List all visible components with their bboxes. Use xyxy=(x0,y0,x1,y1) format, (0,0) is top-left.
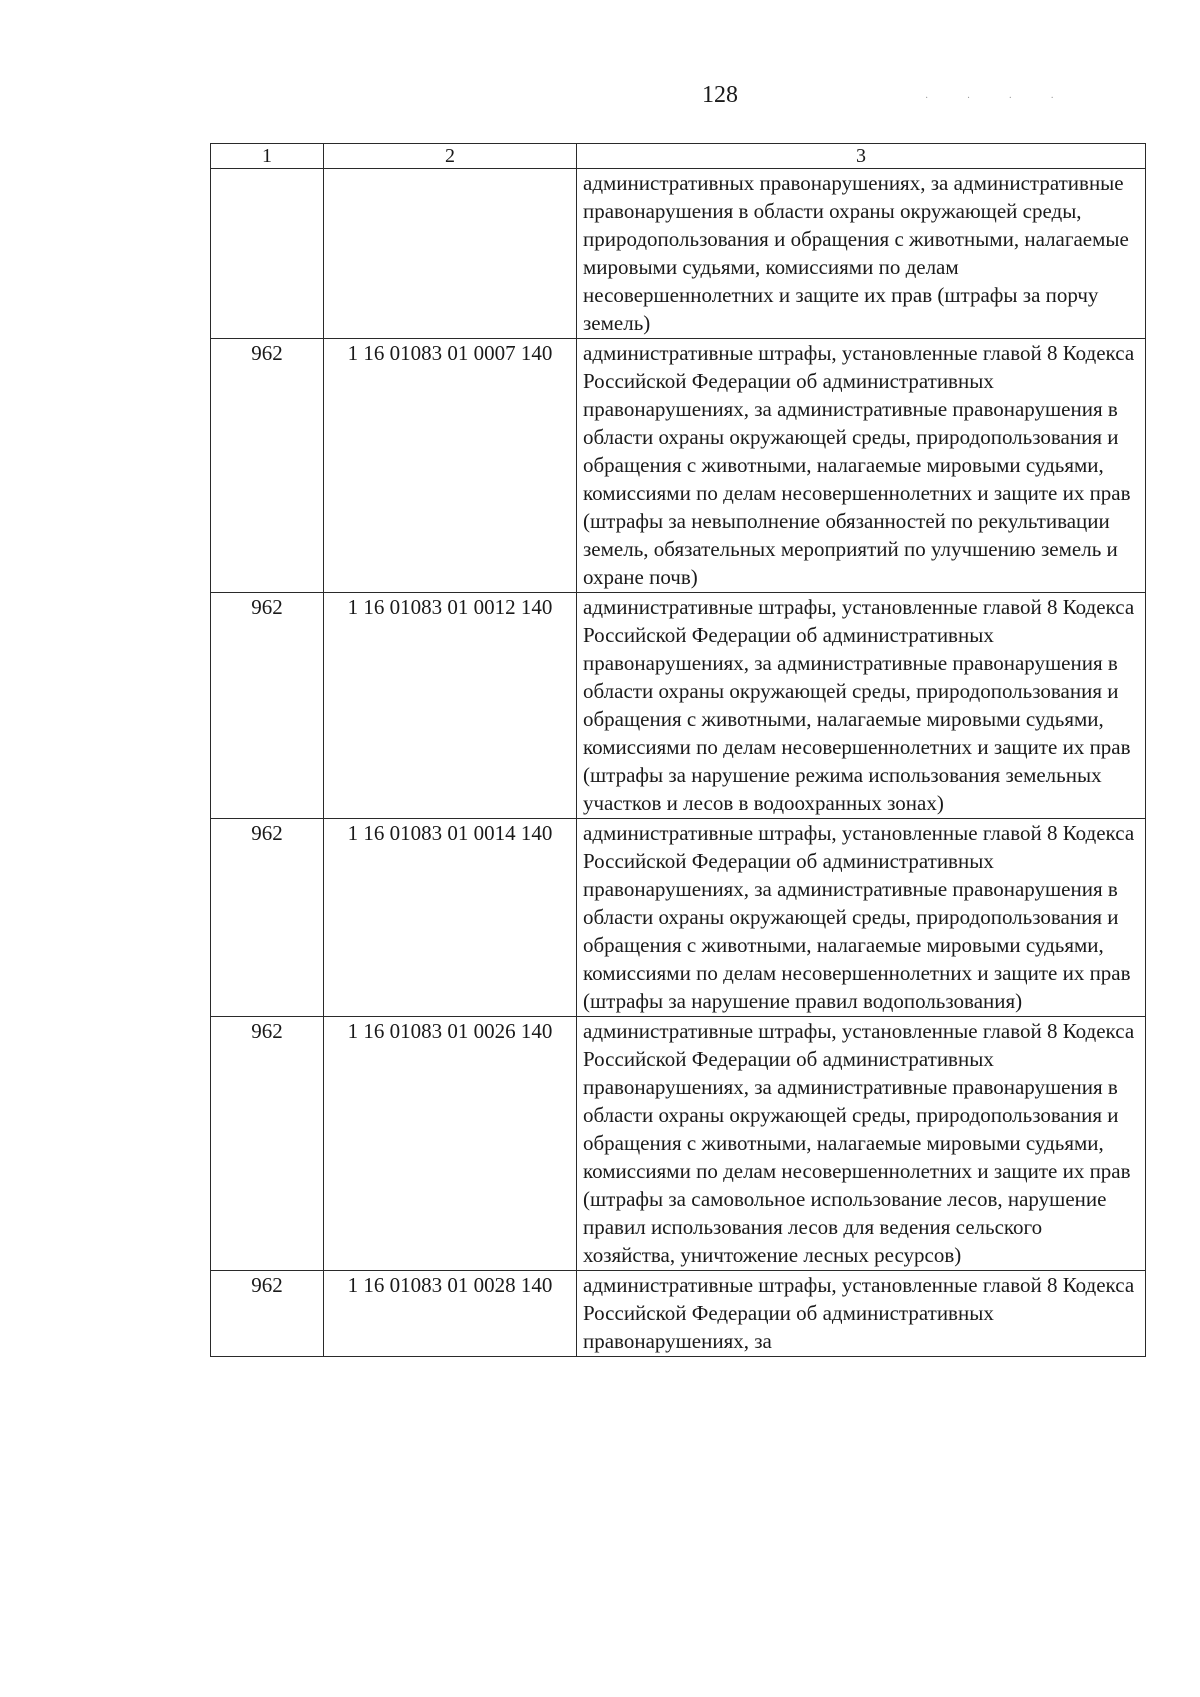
budget-code-cell: 1 16 01083 01 0028 140 xyxy=(324,1271,577,1357)
column-header-3: 3 xyxy=(577,144,1146,169)
description-cell: административных правонарушениях, за административные правонарушения в области охраны окружающей среды, природопользования и обращения с животными, налагаемые мировыми судьями, комиссиями по делам несовершеннолетних и защите их прав (штрафы за порчу земель) xyxy=(577,169,1146,339)
table-row xyxy=(211,169,1146,339)
description-cell: административные штрафы, установленные главой 8 Кодекса Российской Федерации об административных правонарушениях, за административные правонарушения в области охраны окружающей среды, природопользования и обращения с животными, налагаемые мировыми судьями, комиссиями по делам несовершеннолетних и защите их прав (штрафы за невыполнение обязанностей по рекультивации земель, обязательных мероприятий по улучшению земель и охране почв) xyxy=(577,339,1146,593)
admin-code-cell: 962 xyxy=(211,339,324,593)
admin-code-cell: 962 xyxy=(211,593,324,819)
table-row xyxy=(211,1271,1146,1357)
description-cell: административные штрафы, установленные главой 8 Кодекса Российской Федерации об административных правонарушениях, за административные правонарушения в области охраны окружающей среды, природопользования и обращения с животными, налагаемые мировыми судьями, комиссиями по делам несовершеннолетних и защите их прав (штрафы за самовольное использование лесов, нарушение правил использования лесов для ведения сельского хозяйства, уничтожение лесных ресурсов) xyxy=(577,1017,1146,1271)
budget-code-cell: 1 16 01083 01 0026 140 xyxy=(324,1017,577,1271)
description-cell: административные штрафы, установленные главой 8 Кодекса Российской Федерации об административных правонарушениях, за административные правонарушения в области охраны окружающей среды, природопользования и обращения с животными, налагаемые мировыми судьями, комиссиями по делам несовершеннолетних и защите их прав (штрафы за нарушение правил водопользования) xyxy=(577,819,1146,1017)
admin-code-cell: 962 xyxy=(211,1017,324,1271)
budget-codes-table xyxy=(210,143,1146,1357)
column-header-1: 1 xyxy=(211,144,324,169)
table-row xyxy=(211,1017,1146,1271)
budget-code-cell: 1 16 01083 01 0014 140 xyxy=(324,819,577,1017)
table-row xyxy=(211,593,1146,819)
budget-code-cell: 1 16 01083 01 0012 140 xyxy=(324,593,577,819)
table-row xyxy=(211,819,1146,1017)
table-header-row xyxy=(211,144,1146,169)
budget-code-cell: 1 16 01083 01 0007 140 xyxy=(324,339,577,593)
budget-code-cell xyxy=(324,169,577,339)
table-row xyxy=(211,339,1146,593)
admin-code-cell xyxy=(211,169,324,339)
scan-specks: · · · · xyxy=(925,93,1072,104)
description-cell: административные штрафы, установленные главой 8 Кодекса Российской Федерации об административных правонарушениях, за xyxy=(577,1271,1146,1357)
admin-code-cell: 962 xyxy=(211,819,324,1017)
admin-code-cell: 962 xyxy=(211,1271,324,1357)
description-cell: административные штрафы, установленные главой 8 Кодекса Российской Федерации об административных правонарушениях, за административные правонарушения в области охраны окружающей среды, природопользования и обращения с животными, налагаемые мировыми судьями, комиссиями по делам несовершеннолетних и защите их прав (штрафы за нарушение режима использования земельных участков и лесов в водоохранных зонах) xyxy=(577,593,1146,819)
column-header-2: 2 xyxy=(324,144,577,169)
page-number: 128 xyxy=(702,82,738,108)
